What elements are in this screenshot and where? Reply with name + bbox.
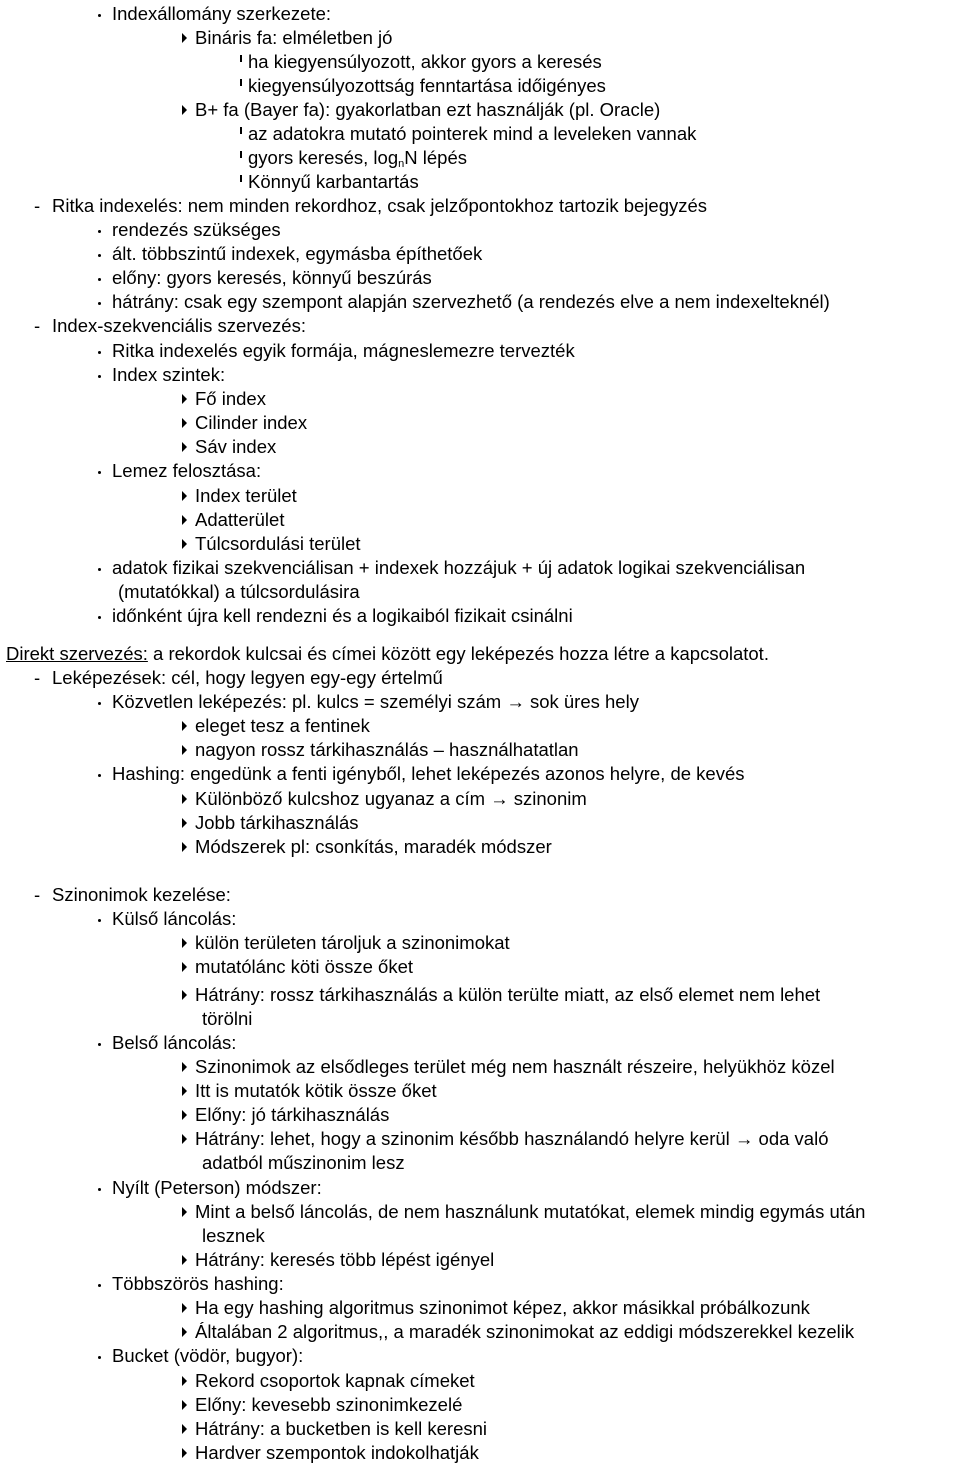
text-line (112, 690, 639, 714)
tick-bullet-icon (240, 79, 242, 86)
triangle-bullet-icon (182, 1110, 187, 1120)
text-line (112, 459, 261, 483)
line-text: hátrány: csak egy szempont alapján szervezhető (a rendezés elve a nem indexelteknél) (112, 291, 830, 312)
text-line (195, 1320, 854, 1344)
line-text: Általában 2 algoritmus,, a maradék szinonimokat az eddigi módszerekkel kezelik (195, 1321, 855, 1342)
line-text: törölni (202, 1008, 253, 1029)
line-text: Bucket (vödör, bugyor): (112, 1345, 304, 1366)
line-text: Előny: kevesebb szinonimkezelé (195, 1394, 463, 1415)
triangle-bullet-icon (182, 1327, 187, 1337)
text-line (195, 1393, 462, 1417)
text-line (112, 218, 281, 242)
bullet-dot-icon (98, 702, 101, 705)
line-text: ha kiegyensúlyozott, akkor gyors a keresés (248, 51, 602, 72)
triangle-bullet-icon (182, 745, 187, 755)
line-text: Indexállomány szerkezete: (112, 3, 332, 24)
text-line (52, 314, 306, 338)
line-text: Ritka indexelés: nem minden rekordhoz, csak jelzőpontokhoz tartozik bejegyzés (52, 195, 708, 216)
line-text: Többszörös hashing: (112, 1273, 284, 1294)
line-text: Adatterület (195, 509, 285, 530)
triangle-bullet-icon (182, 394, 187, 404)
text-line (52, 666, 443, 690)
bullet-dot-icon (98, 230, 101, 233)
text-line (195, 1417, 487, 1441)
triangle-bullet-icon (182, 1062, 187, 1072)
bullet-dot-icon (98, 14, 101, 17)
triangle-bullet-icon (182, 794, 187, 804)
triangle-bullet-icon (182, 1448, 187, 1458)
line-text: Leképezések: cél, hogy legyen egy-egy értelmű (52, 667, 443, 688)
tick-bullet-icon (240, 55, 242, 62)
line-text: Különböző kulcshoz ugyanaz a cím → szinonim (195, 788, 587, 809)
line-text: Fő index (195, 388, 266, 409)
line-text: Index terület (195, 485, 297, 506)
text-line (195, 1369, 475, 1393)
line-text: Közvetlen leképezés: pl. kulcs = személyi szám → sok üres hely (112, 691, 639, 712)
line-text: (mutatókkal) a túlcsordulásira (118, 581, 360, 602)
text-line (248, 146, 467, 170)
triangle-bullet-icon (182, 1134, 187, 1144)
bullet-dot-icon (98, 919, 101, 922)
bullet-dot-icon (98, 471, 101, 474)
dash-bullet-icon: - (34, 195, 41, 216)
triangle-bullet-icon (182, 721, 187, 731)
line-text: Hátrány: rossz tárkihasználás a külön terülte miatt, az első elemet nem lehet (195, 984, 821, 1005)
line-text: ált. többszintű indexek, egymásba építhetőek (112, 243, 483, 264)
line-text: Cilinder index (195, 412, 308, 433)
line-text: Hátrány: lehet, hogy a szinonim később használandó helyre kerül → oda való (195, 1128, 829, 1149)
dash-bullet-icon: - (34, 315, 41, 336)
line-text: lesznek (202, 1225, 265, 1246)
line-text: Könnyű karbantartás (248, 171, 419, 192)
section-heading: Direkt szervezés: (6, 643, 148, 664)
text-line (248, 170, 419, 194)
triangle-bullet-icon (182, 1086, 187, 1096)
bullet-dot-icon (98, 1356, 101, 1359)
triangle-bullet-icon (182, 491, 187, 501)
text-line (195, 98, 660, 122)
text-line (202, 1007, 252, 1031)
line-text: Jobb tárkihasználás (195, 812, 359, 833)
text-line (195, 1296, 810, 1320)
text-line (195, 1103, 389, 1127)
text-line (195, 387, 266, 411)
text-line (112, 604, 573, 628)
triangle-bullet-icon (182, 1207, 187, 1217)
triangle-bullet-icon (182, 1376, 187, 1386)
triangle-bullet-icon (182, 938, 187, 948)
triangle-bullet-icon (182, 442, 187, 452)
triangle-bullet-icon (182, 1255, 187, 1265)
text-line (112, 2, 331, 26)
triangle-bullet-icon (182, 1400, 187, 1410)
bullet-dot-icon (98, 774, 101, 777)
line-text: gyors keresés, log (248, 147, 399, 168)
dash-bullet-icon: - (34, 667, 41, 688)
text-line (195, 26, 392, 50)
text-line (202, 1151, 405, 1175)
line-text: Lemez felosztása: (112, 460, 262, 481)
line-text: időnként újra kell rendezni és a logikaiból fizikait csinálni (112, 605, 573, 626)
bullet-dot-icon (98, 375, 101, 378)
triangle-bullet-icon (182, 539, 187, 549)
dash-bullet-icon: - (34, 884, 41, 905)
line-text: eleget tesz a fentinek (195, 715, 370, 736)
text-line (195, 532, 361, 556)
text-line (112, 290, 830, 314)
line-text: Szinonimok az elsődleges terület még nem használt részeire, helyükhöz közel (195, 1056, 835, 1077)
text-line (195, 931, 510, 955)
triangle-bullet-icon (182, 418, 187, 428)
subscript: n (398, 158, 405, 170)
triangle-bullet-icon (182, 515, 187, 525)
text-line (195, 714, 370, 738)
text-line (248, 74, 606, 98)
text-line (195, 411, 307, 435)
line-text: Index-szekvenciális szervezés: (52, 315, 306, 336)
line-text: Túlcsordulási terület (195, 533, 361, 554)
text-line (52, 194, 707, 218)
line-text: Módszerek pl: csonkítás, maradék módszer (195, 836, 552, 857)
triangle-bullet-icon (182, 962, 187, 972)
line-text: Sáv index (195, 436, 277, 457)
line-text: az adatokra mutató pointerek mind a leveleken vannak (248, 123, 697, 144)
text-line (112, 1344, 303, 1368)
bullet-dot-icon (98, 302, 101, 305)
triangle-bullet-icon (182, 105, 187, 115)
text-line (195, 435, 276, 459)
tick-bullet-icon (240, 175, 242, 182)
line-text: Ha egy hashing algoritmus szinonimot képez, akkor másikkal próbálkozunk (195, 1297, 810, 1318)
line-text: adatból műszinonim lesz (202, 1152, 405, 1173)
line-text: Nyílt (Peterson) módszer: (112, 1177, 322, 1198)
triangle-bullet-icon (182, 1424, 187, 1434)
text-line (195, 1079, 437, 1103)
text-line (118, 580, 360, 604)
text-line (112, 363, 225, 387)
triangle-bullet-icon (182, 33, 187, 43)
line-text: Külső láncolás: (112, 908, 237, 929)
bullet-dot-icon (98, 568, 101, 571)
line-text: Szinonimok kezelése: (52, 884, 231, 905)
text-line (195, 955, 413, 979)
text-line (195, 1200, 865, 1224)
text-line (112, 556, 805, 580)
line-text: rendezés szükséges (112, 219, 281, 240)
line-text: Hardver szempontok indokolhatják (195, 1442, 479, 1463)
text-line (112, 762, 745, 786)
line-text: Előny: jó tárkihasználás (195, 1104, 390, 1125)
bullet-dot-icon (98, 351, 101, 354)
text-line (195, 1441, 479, 1465)
line-text: kiegyensúlyozottság fenntartása időigényes (248, 75, 606, 96)
triangle-bullet-icon (182, 818, 187, 828)
bullet-dot-icon (98, 1188, 101, 1191)
bullet-dot-icon (98, 616, 101, 619)
text-line (195, 1248, 494, 1272)
line-text: Index szintek: (112, 364, 226, 385)
text-line (195, 811, 359, 835)
bullet-dot-icon (98, 1043, 101, 1046)
text-line (195, 508, 284, 532)
line-text: Rekord csoportok kapnak címeket (195, 1370, 475, 1391)
text-line (112, 1176, 322, 1200)
line-text: Hátrány: keresés több lépést igényel (195, 1249, 495, 1270)
text-line (195, 738, 579, 762)
line-text: a rekordok kulcsai és címei között egy leképezés hozza létre a kapcsolatot. (147, 643, 769, 664)
tick-bullet-icon (240, 151, 242, 158)
triangle-bullet-icon (182, 1303, 187, 1313)
text-line (195, 1127, 828, 1151)
line-text: mutatólánc köti össze őket (195, 956, 413, 977)
text-line (248, 50, 602, 74)
triangle-bullet-icon (182, 842, 187, 852)
text-line (202, 1224, 265, 1248)
text-line (195, 484, 297, 508)
text-line (195, 983, 820, 1007)
line-text: B+ fa (Bayer fa): gyakorlatban ezt használják (pl. Oracle) (195, 99, 661, 120)
line-text: külön területen tároljuk a szinonimokat (195, 932, 510, 953)
text-line (112, 242, 482, 266)
line-text: Hátrány: a bucketben is kell keresni (195, 1418, 488, 1439)
text-line (248, 122, 696, 146)
text-line (6, 642, 769, 666)
text-line (195, 787, 587, 811)
line-text: Belső láncolás: (112, 1032, 237, 1053)
text-line (52, 883, 231, 907)
bullet-dot-icon (98, 1284, 101, 1287)
text-line (112, 1272, 284, 1296)
line-text: Ritka indexelés egyik formája, mágneslemezre tervezték (112, 340, 575, 361)
line-text: Mint a belső láncolás, de nem használunk mutatókat, elemek mindig egymás után (195, 1201, 866, 1222)
line-text: előny: gyors keresés, könnyű beszúrás (112, 267, 432, 288)
text-line (112, 1031, 236, 1055)
line-text: Hashing: engedünk a fenti igényből, lehet leképezés azonos helyre, de kevés (112, 763, 745, 784)
triangle-bullet-icon (182, 990, 187, 1000)
line-text: Itt is mutatók kötik össze őket (195, 1080, 437, 1101)
text-line (112, 266, 432, 290)
bullet-dot-icon (98, 278, 101, 281)
text-line (112, 907, 236, 931)
line-text: N lépés (404, 147, 467, 168)
line-text: Bináris fa: elméletben jó (195, 27, 393, 48)
text-line (195, 835, 552, 859)
tick-bullet-icon (240, 127, 242, 134)
line-text: adatok fizikai szekvenciálisan + indexek hozzájuk + új adatok logikai szekvenciálisan (112, 557, 806, 578)
text-line (195, 1055, 835, 1079)
bullet-dot-icon (98, 254, 101, 257)
line-text: nagyon rossz tárkihasználás – használhatatlan (195, 739, 579, 760)
text-line (112, 339, 575, 363)
